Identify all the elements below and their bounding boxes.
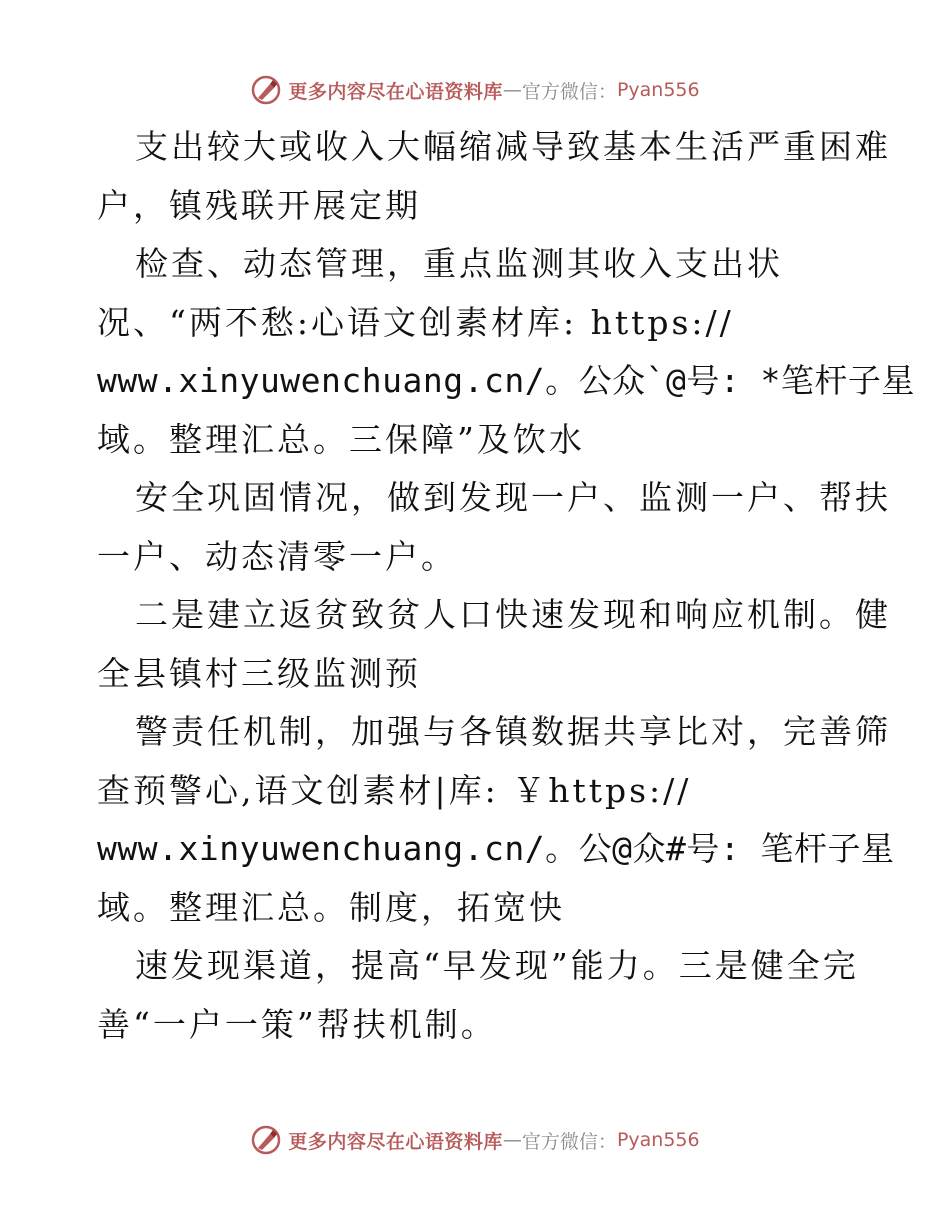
body-line: 速发现渠道，提高“早发现”能力。三是健全完: [135, 946, 859, 985]
pen-logo-icon: [250, 74, 282, 106]
body-line: 检查、动态管理，重点监测其收入支出状: [135, 244, 783, 283]
body-line: 二是建立返贫致贫人口快速发现和响应机制。健: [135, 595, 891, 634]
body-line: 支出较大或收入大幅缩减导致基本生活严重困难: [135, 127, 891, 166]
body-line: 况、“两不愁:心语文创素材库: https://: [97, 302, 734, 342]
header-banner: [0, 70, 950, 110]
body-line: 域。整理汇总。制度，拓宽快: [97, 887, 565, 927]
header-wechat-label: 官方微信：: [521, 80, 617, 103]
body-line: www.xinyuwenchuang.cn/。公@众#号: 笔杆子星: [97, 829, 895, 868]
body-line: 一户、动态清零一户。: [97, 536, 457, 576]
body-line: 安全巩固情况，做到发现一户、监测一户、帮扶: [135, 478, 891, 517]
header-dash: —: [502, 79, 522, 101]
footer-dash: —: [502, 1129, 522, 1151]
footer-site-text: 更多内容尽在心语资料库: [288, 1130, 503, 1153]
body-line: 全县镇村三级监测预: [97, 653, 421, 693]
body-line: 域。整理汇总。三保障”及饮水: [97, 419, 585, 459]
footer-wechat-label: 官方微信：: [521, 1130, 617, 1153]
pen-logo-icon: [250, 1124, 282, 1156]
header-wechat-id: Pyan556: [616, 79, 700, 101]
header-site-text: 更多内容尽在心语资料库: [288, 80, 503, 103]
body-line: 户，镇残联开展定期: [97, 185, 421, 225]
body-line: www.xinyuwenchuang.cn/。公众`@号: *笔杆子星: [97, 361, 915, 400]
body-line: 善“一户一策”帮扶机制。: [97, 1004, 497, 1044]
body-line: 查预警心,语文创素材|库: ￥https://: [97, 770, 692, 810]
document-body: [97, 118, 915, 1054]
footer-banner: [0, 1120, 950, 1160]
footer-wechat-id: Pyan556: [616, 1129, 700, 1151]
body-line: 警责任机制，加强与各镇数据共享比对，完善筛: [135, 712, 891, 751]
